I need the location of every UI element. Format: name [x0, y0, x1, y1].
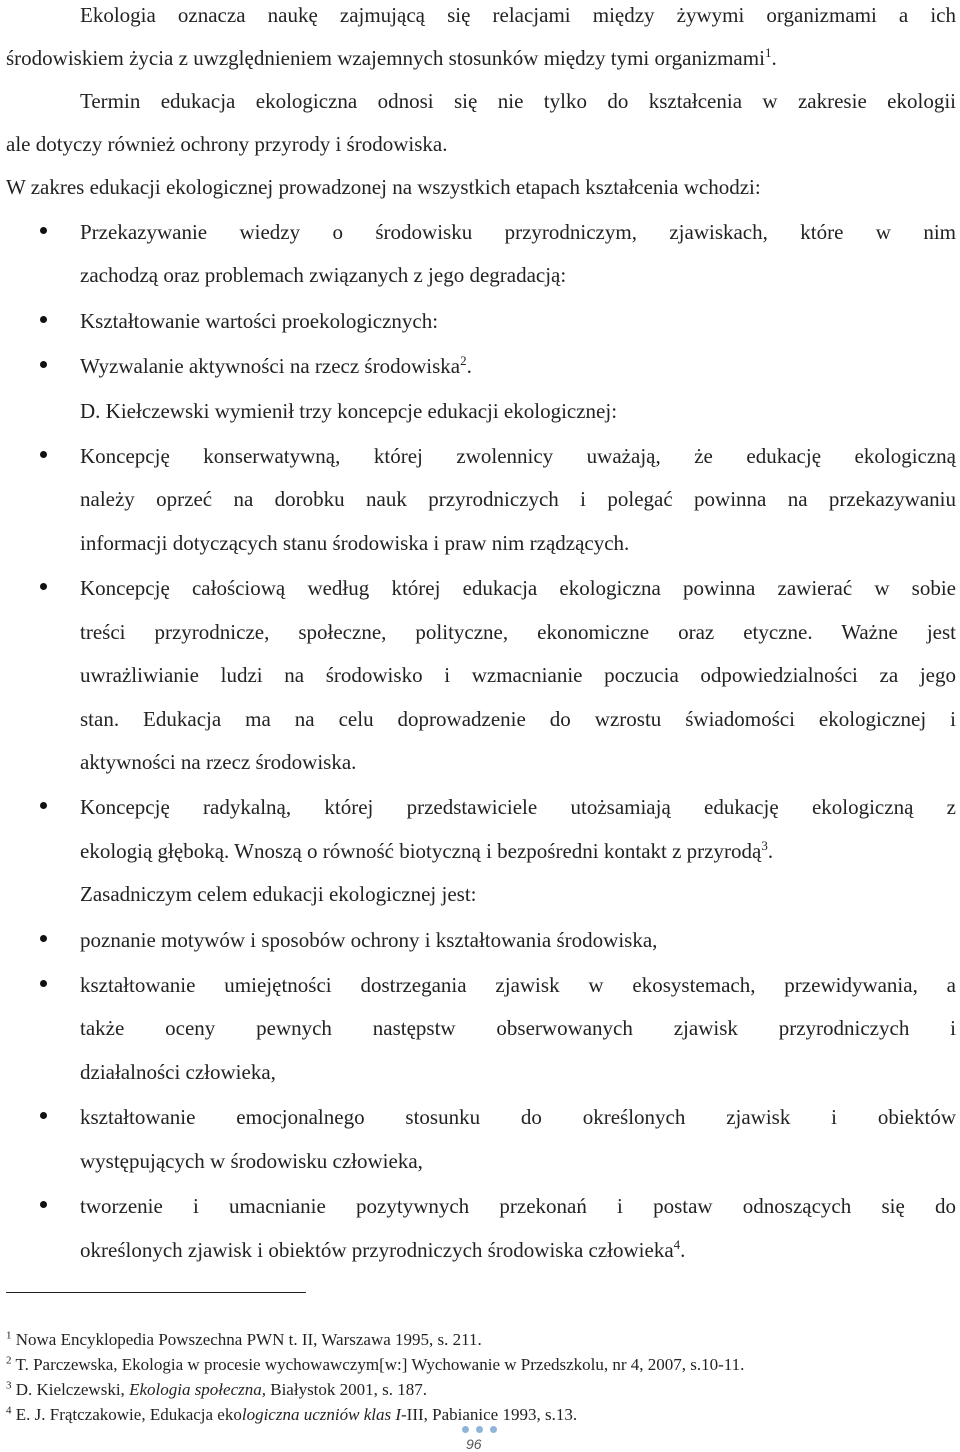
- footnote-ref: 1: [764, 45, 772, 60]
- list-item-line: występujących w środowisku człowieka,: [80, 1149, 423, 1173]
- bullet-icon: [40, 361, 47, 368]
- footnote-separator: [6, 1292, 306, 1293]
- list-item-line: Koncepcję całościową według której edukacja ekologiczna powinna zawierać w sobie: [80, 576, 956, 600]
- bullet-icon: [40, 1112, 47, 1119]
- list-item-line: tworzenie i umacnianie pozytywnych przekonań i postaw odnoszących się do: [80, 1194, 956, 1218]
- paragraph-line: Termin edukacja ekologiczna odnosi się nie tylko do kształcenia w zakresie ekologii: [80, 89, 956, 113]
- list-item-line: Przekazywanie wiedzy o środowisku przyrodniczym, zjawiskach, które w nim: [80, 220, 956, 244]
- paragraph-line: Zasadniczym celem edukacji ekologicznej jest:: [80, 882, 477, 906]
- footnote: $^3$ D. Kielczewski, Ekologia społeczna, Białystok 2001, s. 187.: [6, 1379, 428, 1399]
- list-item-line: Koncepcję konserwatywną, której zwolennicy uważają, że edukację ekologiczną: [80, 444, 956, 468]
- list-item-line: kształtowanie emocjonalnego stosunku do określonych zjawisk i obiektów: [80, 1105, 956, 1129]
- bullet-icon: [40, 1201, 47, 1208]
- paragraph-line: Ekologia oznacza naukę zajmującą się relacjami między żywymi organizmami a ich: [80, 3, 956, 27]
- list-item-line: treści przyrodnicze, społeczne, polityczne, ekonomiczne oraz etyczne. Ważne jest: [80, 620, 956, 644]
- list-item-line: kształtowanie umiejętności dostrzegania zjawisk w ekosystemach, przewidywania, a: [80, 973, 956, 997]
- list-item-line: zachodzą oraz problemach związanych z jego degradacją:: [80, 263, 567, 287]
- bullet-icon: [40, 451, 47, 458]
- paragraph-line: środowiskiem życia z uwzględnieniem wzajemnych stosunków między tymi organizmami$^1$.: [6, 45, 777, 70]
- page-ornament-icon: [462, 1426, 502, 1434]
- page-number: 96: [466, 1436, 482, 1452]
- list-item-line: należy oprzeć na dorobku nauk przyrodniczych i polegać powinna na przekazywaniu: [80, 487, 956, 511]
- paragraph-line: W zakres edukacji ekologicznej prowadzonej na wszystkich etapach kształcenia wchodzi:: [6, 175, 761, 199]
- bullet-icon: [40, 802, 47, 809]
- footnote-ref: 4: [673, 1237, 681, 1252]
- list-item-line: Wyzwalanie aktywności na rzecz środowiska$^2$.: [80, 353, 472, 378]
- list-item-line: informacji dotyczących stanu środowiska i praw nim rządzących.: [80, 531, 630, 555]
- list-item-line: aktywności na rzecz środowiska.: [80, 750, 357, 774]
- paragraph-line: ale dotyczy również ochrony przyrody i środowiska.: [6, 132, 448, 156]
- list-item-line: ekologią głęboką. Wnoszą o równość biotyczną i bezpośredni kontakt z przyrodą$^3$.: [80, 838, 774, 863]
- paragraph-line: D. Kiełczewski wymienił trzy koncepcje edukacji ekologicznej:: [80, 399, 618, 423]
- list-item-line: Koncepcję radykalną, której przedstawiciele utożsamiają edukację ekologiczną z: [80, 795, 956, 819]
- footnote: $^2$ T. Parczewska, Ekologia w procesie wychowawczym[w:] Wychowanie w Przedszkolu, nr 4, 2007, s.10-11.: [6, 1354, 745, 1374]
- bullet-icon: [40, 583, 47, 590]
- footnote-ref: 2: [460, 353, 467, 368]
- list-item-line: działalności człowieka,: [80, 1060, 276, 1084]
- list-item-line: określonych zjawisk i obiektów przyrodniczych środowiska człowieka$^4$.: [80, 1237, 686, 1262]
- bullet-icon: [40, 935, 47, 942]
- footnote: $^1$ Nowa Encyklopedia Powszechna PWN t. II, Warszawa 1995, s. 211.: [6, 1329, 482, 1349]
- list-item-line: Kształtowanie wartości proekologicznych:: [80, 309, 439, 333]
- footnote: $^4$ E. J. Frątczakowie, Edukacja ekologiczna uczniów klas I-III, Pabianice 1993, s.13.: [6, 1404, 578, 1424]
- bullet-icon: [40, 227, 47, 234]
- bullet-icon: [40, 980, 47, 987]
- list-item-line: poznanie motywów i sposobów ochrony i kształtowania środowiska,: [80, 928, 658, 952]
- footnote-ref: 3: [761, 838, 768, 853]
- bullet-icon: [40, 316, 47, 323]
- list-item-line: stan. Edukacja ma na celu doprowadzenie do wzrostu świadomości ekologicznej i: [80, 707, 956, 731]
- list-item-line: także oceny pewnych następstw obserwowanych zjawisk przyrodniczych i: [80, 1016, 956, 1040]
- list-item-line: uwrażliwianie ludzi na środowisko i wzmacnianie poczucia odpowiedzialności za jego: [80, 663, 956, 687]
